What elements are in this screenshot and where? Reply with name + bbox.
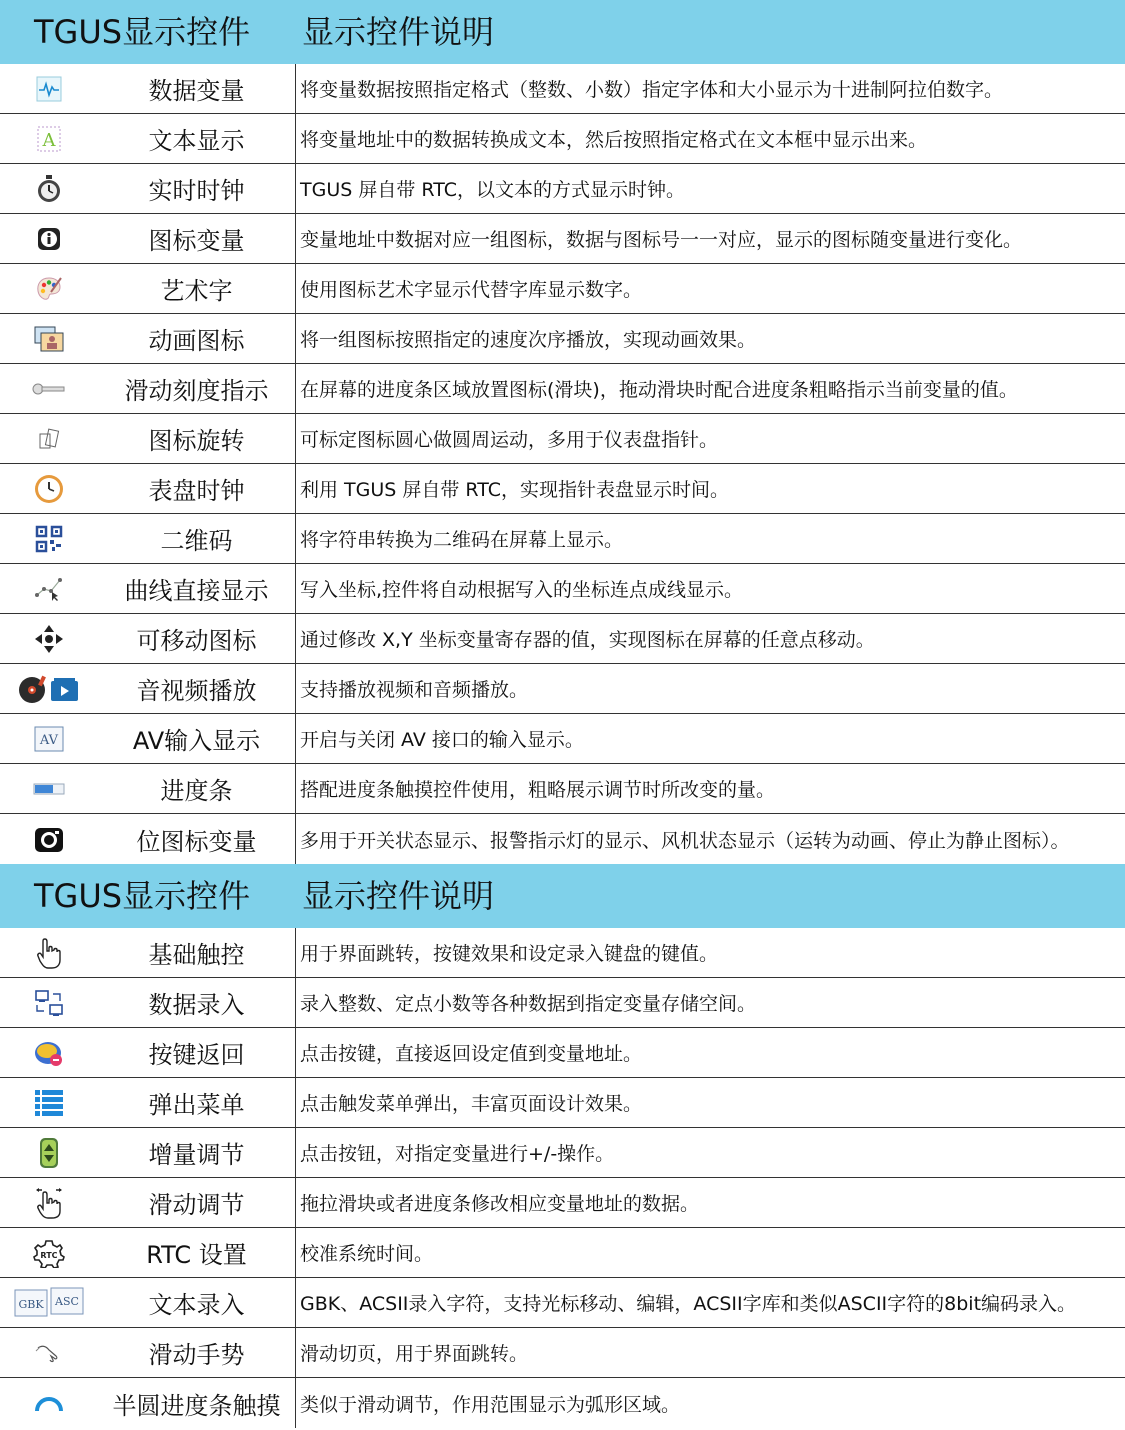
table-row [0,1178,1125,1228]
table-row [0,1278,1125,1328]
control-description: 支持播放视频和音频播放。 [300,679,529,701]
control-name: 滑动调节 [98,1178,296,1227]
table-row [0,214,1125,264]
table-row [0,814,1125,864]
av-input-icon [0,714,98,763]
table-row [0,978,1125,1028]
control-description: 用于界面跳转，按键效果和设定录入键盘的键值。 [300,943,719,965]
control-description: 录入整数、定点小数等各种数据到指定变量存储空间。 [300,993,757,1015]
control-description: 多用于开关状态显示、报警指示灯的显示、风机状态显示（运转为动画、停止为静止图标）。 [300,829,1070,852]
control-description: 写入坐标,控件将自动根据写入的坐标连点成线显示。 [300,579,744,601]
table-row [0,664,1125,714]
control-name: 基础触控 [98,928,296,977]
camera-icon [0,814,98,864]
table-row [0,514,1125,564]
control-description: 利用 TGUS 屏自带 RTC，实现指针表盘显示时间。 [300,479,729,501]
control-name: 图标变量 [98,214,296,263]
header-description: 显示控件说明 [302,13,495,51]
table-row [0,114,1125,164]
control-description: 开启与关闭 AV 接口的输入显示。 [300,729,584,751]
control-name: 文本录入 [98,1278,296,1327]
asc-label: ASC [55,1294,79,1308]
table-row [0,1078,1125,1128]
control-description: 点击按钮，对指定变量进行+/-操作。 [300,1143,615,1165]
table-row [0,264,1125,314]
control-name: 数据变量 [98,64,296,113]
control-name: 可移动图标 [98,614,296,663]
controls-section [0,864,1125,1428]
table-row [0,164,1125,214]
table-row [0,64,1125,114]
table-row [0,464,1125,514]
text-a-icon [0,114,98,163]
control-name: 音视频播放 [98,664,296,713]
control-description: 可标定图标圆心做圆周运动，多用于仪表盘指针。 [300,429,719,451]
control-name: 位图标变量 [98,814,296,864]
table-row [0,764,1125,814]
media-player-icon [0,664,98,713]
slider-handle-icon [0,364,98,413]
control-name: 数据录入 [98,978,296,1027]
control-description: 类似于滑动调节，作用范围显示为弧形区域。 [300,1393,681,1416]
control-name: 滑动手势 [98,1328,296,1377]
header-control-name: TGUS显示控件 [34,877,251,915]
picture-stack-icon [0,314,98,363]
table-row [0,714,1125,764]
header-control-name: TGUS显示控件 [34,13,251,51]
header-description: 显示控件说明 [302,877,495,915]
swipe-gesture-icon [0,1328,98,1377]
table-row [0,414,1125,464]
control-description: 拖拉滑块或者进度条修改相应变量地址的数据。 [300,1193,700,1215]
table-row [0,1378,1125,1428]
gbk-asc-icon [0,1278,98,1327]
palette-icon [0,264,98,313]
table-header [0,0,1125,64]
control-name: 图标旋转 [98,414,296,463]
table-row [0,364,1125,414]
control-description: 将字符串转换为二维码在屏幕上显示。 [300,529,624,551]
control-name: AV输入显示 [98,714,296,763]
control-description: 通过修改 X,Y 坐标变量寄存器的值，实现图标在屏幕的任意点移动。 [300,629,875,651]
increment-icon [0,1128,98,1177]
control-description: GBK、ACSII录入字符，支持光标移动、编辑，ACSII字库和类似ASCII字符的8bit编码录入。 [300,1293,1077,1315]
control-name: 动画图标 [98,314,296,363]
stopwatch-icon [0,164,98,213]
table-row [0,1128,1125,1178]
control-description: 将一组图标按照指定的速度次序播放，实现动画效果。 [300,329,757,351]
control-description: 在屏幕的进度条区域放置图标(滑块)，拖动滑块时配合进度条粗略指示当前变量的值。 [300,379,1018,401]
table-row [0,564,1125,614]
table-row [0,314,1125,364]
control-description: 使用图标艺术字显示代替字库显示数字。 [300,279,643,301]
control-description: 校准系统时间。 [300,1243,434,1265]
control-name: 增量调节 [98,1128,296,1177]
control-name: RTC 设置 [98,1228,296,1277]
table-row [0,928,1125,978]
rotate-icon [0,414,98,463]
progress-bar-icon [0,764,98,813]
qr-code-icon [0,514,98,563]
control-description: 搭配进度条触摸控件使用，粗略展示调节时所改变的量。 [300,779,776,801]
control-description: TGUS 屏自带 RTC，以文本的方式显示时钟。 [300,179,685,201]
control-description: 将变量数据按照指定格式（整数、小数）指定字体和大小显示为十进制阿拉伯数字。 [300,79,1004,101]
clock-icon [0,464,98,513]
control-name: 实时时钟 [98,164,296,213]
table-row [0,614,1125,664]
table-row [0,1028,1125,1078]
control-name: 艺术字 [98,264,296,313]
move-arrows-icon [0,614,98,663]
control-description: 将变量地址中的数据转换成文本，然后按照指定格式在文本框中显示出来。 [300,129,928,151]
control-name: 弹出菜单 [98,1078,296,1127]
control-description: 变量地址中数据对应一组图标，数据与图标号一一对应，显示的图标随变量进行变化。 [300,229,1023,251]
svg-text:RTC: RTC [40,1250,58,1260]
control-name: 二维码 [98,514,296,563]
gbk-label: GBK [18,1297,44,1311]
control-name: 滑动刻度指示 [98,364,296,413]
info-icon [0,214,98,263]
table-row [0,1328,1125,1378]
svg-text:A: A [42,129,56,151]
arc-progress-icon [0,1378,98,1428]
control-name: 进度条 [98,764,296,813]
hand-swipe-icon [0,1178,98,1227]
control-description: 点击触发菜单弹出，丰富页面设计效果。 [300,1093,643,1115]
control-name: 文本显示 [98,114,296,163]
control-name: 半圆进度条触摸 [98,1378,296,1428]
table-header [0,864,1125,928]
rtc-gear-icon [0,1228,98,1277]
control-name: 表盘时钟 [98,464,296,513]
curve-icon [0,564,98,613]
waveform-icon [0,64,98,113]
return-key-icon [0,1028,98,1077]
menu-list-icon [0,1078,98,1127]
control-description: 滑动切页，用于界面跳转。 [300,1343,529,1365]
svg-text:AV: AV [39,732,59,748]
table-row [0,1228,1125,1278]
hand-pointer-icon [0,928,98,977]
control-name: 按键返回 [98,1028,296,1077]
control-description: 点击按键，直接返回设定值到变量地址。 [300,1043,643,1065]
control-name: 曲线直接显示 [98,564,296,613]
data-transfer-icon [0,978,98,1027]
